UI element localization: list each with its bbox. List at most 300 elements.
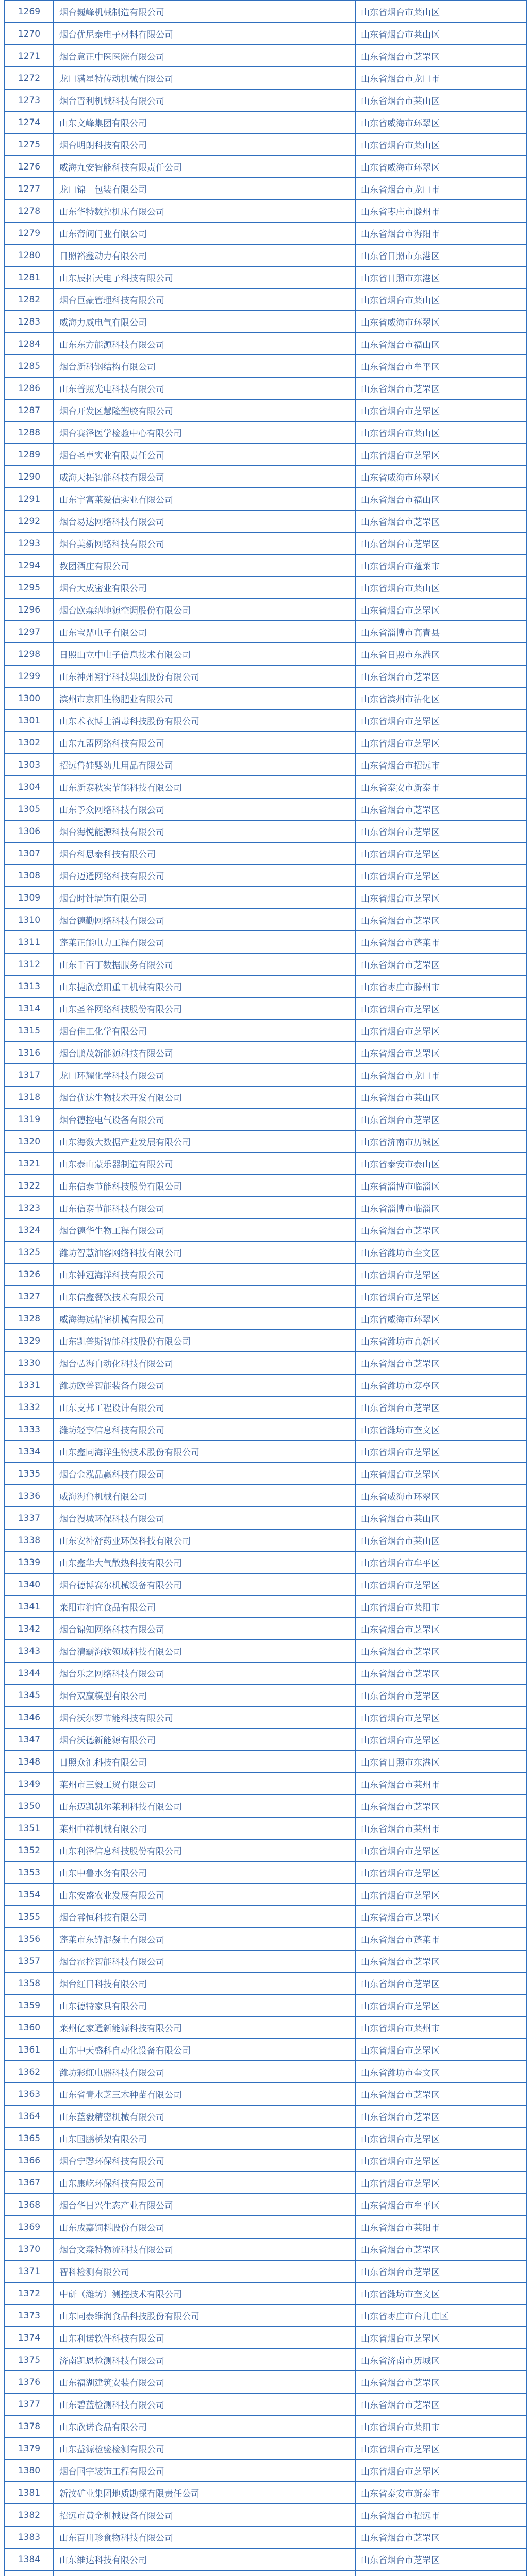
row-number-cell: 1351 (5, 1817, 54, 1839)
row-number-cell: 1274 (5, 111, 54, 133)
table-row (5, 1795, 526, 1817)
region-cell: 山东省烟台市莱山区 (355, 1, 526, 23)
company-name-cell: 烟台巨豪管理科技有限公司 (54, 289, 355, 311)
row-number-cell: 1341 (5, 1596, 54, 1618)
table-row (5, 621, 526, 643)
company-name-cell: 烟台易达网络科技有限公司 (54, 510, 355, 532)
company-name-cell: 烟台华日兴生态产业有限公司 (54, 2194, 355, 2216)
row-number-cell: 1288 (5, 421, 54, 444)
company-name-cell: 山东帝阀门业有限公司 (54, 222, 355, 244)
table-row (5, 1684, 526, 1706)
table-row (5, 2016, 526, 2039)
region-cell: 山东省烟台市芝罘区 (355, 1108, 526, 1130)
row-number-cell: 1309 (5, 887, 54, 909)
row-number-cell: 1331 (5, 1374, 54, 1396)
table-row (5, 2260, 526, 2282)
row-number-cell: 1278 (5, 200, 54, 222)
region-cell: 山东省烟台市莱山区 (355, 23, 526, 45)
company-name-cell: 烟台弘海自动化科技有限公司 (54, 1352, 355, 1374)
table-row (5, 2172, 526, 2194)
table-row (5, 1020, 526, 1042)
region-cell: 山东省日照市东港区 (355, 244, 526, 266)
row-number-cell: 1357 (5, 1950, 54, 1972)
table-row (5, 421, 526, 444)
region-cell: 山东省淄博市临淄区 (355, 1175, 526, 1197)
row-number-cell: 1293 (5, 532, 54, 554)
company-name-cell: 山东东方能源科技有限公司 (54, 333, 355, 355)
row-number-cell: 1343 (5, 1640, 54, 1662)
row-number-cell: 1290 (5, 466, 54, 488)
company-name-cell: 山东安盛农业发展有限公司 (54, 1884, 355, 1906)
row-number-cell: 1360 (5, 2016, 54, 2039)
region-cell: 山东省烟台市芝罘区 (355, 1396, 526, 1418)
company-name-cell: 山东省青水芝三木种苗有限公司 (54, 2083, 355, 2105)
company-name-cell (54, 2570, 355, 2576)
table-row (5, 754, 526, 776)
region-cell: 山东省烟台市龙口市 (355, 178, 526, 200)
company-name-cell: 烟台时针墙饰有限公司 (54, 887, 355, 909)
region-cell: 山东省烟台市芝罘区 (355, 2460, 526, 2482)
region-cell: 山东省济南市历城区 (355, 2349, 526, 2371)
region-cell: 山东省烟台市芝罘区 (355, 2238, 526, 2260)
row-number-cell: 1348 (5, 1751, 54, 1773)
table-row (5, 709, 526, 732)
row-number-cell: 1373 (5, 2304, 54, 2327)
table-row (5, 2149, 526, 2172)
company-name-cell: 日照裕鑫动力有限公司 (54, 244, 355, 266)
company-name-cell: 山东凯普斯智能科技股份有限公司 (54, 1330, 355, 1352)
row-number-cell: 1375 (5, 2349, 54, 2371)
company-name-cell: 山东文峰集团有限公司 (54, 111, 355, 133)
row-number-cell: 1275 (5, 133, 54, 156)
company-name-cell: 烟台文森特物流科技有限公司 (54, 2238, 355, 2260)
row-number-cell: 1317 (5, 1064, 54, 1086)
table-row (5, 931, 526, 953)
row-number-cell: 1286 (5, 377, 54, 399)
region-cell: 山东省烟台市芝罘区 (355, 842, 526, 865)
region-cell: 山东省烟台市芝罘区 (355, 2172, 526, 2194)
row-number-cell: 1379 (5, 2437, 54, 2460)
row-number-cell: 1367 (5, 2172, 54, 2194)
table-row (5, 2083, 526, 2105)
row-number-cell: 1356 (5, 1928, 54, 1950)
row-number-cell: 1342 (5, 1618, 54, 1640)
row-number-cell: 1347 (5, 1728, 54, 1751)
company-name-cell: 威海天拓智能科技有限公司 (54, 466, 355, 488)
table-row (5, 1130, 526, 1153)
company-name-cell: 山东信鑫餐饮技术有限公司 (54, 1285, 355, 1308)
row-number-cell: 1354 (5, 1884, 54, 1906)
company-name-cell: 蓬莱市东锋混凝土有限公司 (54, 1928, 355, 1950)
company-name-cell: 山东成嘉饲料股份有限公司 (54, 2216, 355, 2238)
row-number-cell: 1299 (5, 665, 54, 687)
region-cell: 山东省威海市环翠区 (355, 466, 526, 488)
row-number-cell: 1281 (5, 266, 54, 289)
table-row (5, 200, 526, 222)
region-cell: 山东省烟台市芝罘区 (355, 532, 526, 554)
row-number-cell: 1313 (5, 975, 54, 997)
region-cell: 山东省滨州市沾化区 (355, 687, 526, 709)
row-number-cell: 1277 (5, 178, 54, 200)
company-name-cell: 山东普照光电科技有限公司 (54, 377, 355, 399)
table-row (5, 532, 526, 554)
company-name-cell: 山东鑫华大气散热科技有限公司 (54, 1551, 355, 1573)
region-cell: 山东省烟台市莱州市 (355, 1773, 526, 1795)
table-row (5, 1285, 526, 1308)
company-name-cell: 山东圣谷网络科技股份有限公司 (54, 997, 355, 1020)
table-row (5, 1352, 526, 1374)
company-name-cell: 山东利泽信息科技股份有限公司 (54, 1839, 355, 1861)
region-cell: 山东省烟台市芝罘区 (355, 1440, 526, 1463)
region-cell: 山东省烟台市芝罘区 (355, 2039, 526, 2061)
region-cell: 山东省烟台市芝罘区 (355, 1728, 526, 1751)
row-number-cell: 1335 (5, 1463, 54, 1485)
region-cell: 山东省烟台市芝罘区 (355, 709, 526, 732)
row-number-cell: 1370 (5, 2238, 54, 2260)
company-name-cell: 山东蓝毅精密机械有限公司 (54, 2105, 355, 2127)
table-row (5, 1906, 526, 1928)
row-number-cell: 1280 (5, 244, 54, 266)
table-row (5, 1751, 526, 1773)
company-name-cell: 烟台巍峰机械制造有限公司 (54, 1, 355, 23)
row-number-cell: 1314 (5, 997, 54, 1020)
row-number-cell: 1315 (5, 1020, 54, 1042)
region-cell: 山东省烟台市芝罘区 (355, 444, 526, 466)
region-cell: 山东省枣庄市滕州市 (355, 975, 526, 997)
region-cell: 山东省威海市环翠区 (355, 156, 526, 178)
table-row (5, 2548, 526, 2570)
region-cell: 山东省威海市环翠区 (355, 311, 526, 333)
region-cell: 山东省烟台市芝罘区 (355, 1994, 526, 2016)
region-cell: 山东省烟台市蓬莱市 (355, 554, 526, 577)
row-number-cell: 1305 (5, 798, 54, 820)
table-row (5, 1485, 526, 1507)
company-name-cell: 招远鲁娃婴幼儿用品有限公司 (54, 754, 355, 776)
region-cell: 山东省烟台市海阳市 (355, 222, 526, 244)
table-row (5, 1086, 526, 1108)
region-cell: 山东省泰安市新泰市 (355, 2482, 526, 2504)
company-name-cell: 烟台沃德新能源有限公司 (54, 1728, 355, 1751)
company-name-cell: 烟台宁馨环保科技有限公司 (54, 2149, 355, 2172)
row-number-cell: 1378 (5, 2415, 54, 2437)
company-name-cell: 山东神州翔宇科技集团股份有限公司 (54, 665, 355, 687)
row-number-cell: 1272 (5, 67, 54, 89)
company-name-cell: 威海海远精密机械有限公司 (54, 1308, 355, 1330)
table-row (5, 953, 526, 975)
region-cell: 山东省烟台市芝罘区 (355, 1285, 526, 1308)
region-cell: 山东省烟台市牟平区 (355, 2194, 526, 2216)
company-name-cell: 烟台沃尔罗节能科技有限公司 (54, 1706, 355, 1728)
table-row (5, 887, 526, 909)
table-row (5, 222, 526, 244)
table-row (5, 466, 526, 488)
region-cell: 山东省烟台市莱阳市 (355, 2216, 526, 2238)
company-name-cell: 烟台国宇装饰工程有限公司 (54, 2460, 355, 2482)
table-row (5, 1618, 526, 1640)
row-number-cell: 1327 (5, 1285, 54, 1308)
company-name-cell: 山东中天盛科自动化设备有限公司 (54, 2039, 355, 2061)
company-name-cell: 教团酒庄有限公司 (54, 554, 355, 577)
row-number-cell: 1289 (5, 444, 54, 466)
company-name-cell: 烟台海悦能源科技有限公司 (54, 820, 355, 842)
company-name-cell: 中研（潍坊）测控技术有限公司 (54, 2282, 355, 2304)
row-number-cell: 1376 (5, 2371, 54, 2393)
row-number-cell: 1383 (5, 2526, 54, 2548)
company-name-cell: 烟台乐之网络科技有限公司 (54, 1662, 355, 1684)
region-cell: 山东省日照市东港区 (355, 266, 526, 289)
region-cell: 山东省烟台市牟平区 (355, 1551, 526, 1573)
region-cell: 山东省烟台市芝罘区 (355, 45, 526, 67)
table-row (5, 820, 526, 842)
region-cell: 山东省烟台市莱山区 (355, 1507, 526, 1529)
region-cell: 山东省烟台市芝罘区 (355, 1839, 526, 1861)
table-row (5, 2482, 526, 2504)
region-cell: 山东省泰安市泰山区 (355, 1153, 526, 1175)
table-row (5, 1175, 526, 1197)
table-row (5, 2349, 526, 2371)
row-number-cell: 1355 (5, 1906, 54, 1928)
region-cell: 山东省烟台市芝罘区 (355, 1573, 526, 1596)
table-row (5, 1440, 526, 1463)
region-cell: 山东省潍坊市奎文区 (355, 2282, 526, 2304)
region-cell: 山东省烟台市莱山区 (355, 1086, 526, 1108)
region-cell: 山东省烟台市芝罘区 (355, 510, 526, 532)
company-name-cell: 烟台鹏茂新能源科技有限公司 (54, 1042, 355, 1064)
row-number-cell: 1361 (5, 2039, 54, 2061)
table-row (5, 289, 526, 311)
table-row (5, 1042, 526, 1064)
region-cell: 山东省烟台市芝罘区 (355, 1352, 526, 1374)
region-cell: 山东省烟台市莱州市 (355, 2016, 526, 2039)
table-row (5, 1839, 526, 1861)
row-number-cell: 1312 (5, 953, 54, 975)
table-row (5, 89, 526, 111)
table-row (5, 554, 526, 577)
row-number-cell: 1285 (5, 355, 54, 377)
row-number-cell: 1303 (5, 754, 54, 776)
region-cell: 山东省烟台市芝罘区 (355, 2127, 526, 2149)
region-cell: 山东省烟台市莱州市 (355, 1817, 526, 1839)
table-row (5, 1108, 526, 1130)
region-cell: 山东省威海市环翠区 (355, 1308, 526, 1330)
region-cell: 山东省烟台市龙口市 (355, 1064, 526, 1086)
table-row (5, 1463, 526, 1485)
company-name-cell: 山东辰拓天电子科技有限公司 (54, 266, 355, 289)
table-row (5, 865, 526, 887)
row-number-cell: 1316 (5, 1042, 54, 1064)
table-row (5, 732, 526, 754)
company-name-cell: 山东术衣博士消毒科技股份有限公司 (54, 709, 355, 732)
company-name-cell: 山东百川珍食物科技有限公司 (54, 2526, 355, 2548)
region-cell: 山东省烟台市芝罘区 (355, 887, 526, 909)
company-name-cell: 山东泰山蒙乐器制造有限公司 (54, 1153, 355, 1175)
table-row (5, 2415, 526, 2437)
region-cell: 山东省烟台市芝罘区 (355, 798, 526, 820)
table-row (5, 377, 526, 399)
table-row (5, 1662, 526, 1684)
table-row (5, 2460, 526, 2482)
company-name-cell: 烟台意正中医医院有限公司 (54, 45, 355, 67)
row-number-cell: 1333 (5, 1418, 54, 1440)
company-name-cell: 山东鑫同海洋生物技术股份有限公司 (54, 1440, 355, 1463)
table-row (5, 1197, 526, 1219)
region-cell: 山东省烟台市芝罘区 (355, 1618, 526, 1640)
region-cell: 山东省烟台市芝罘区 (355, 1640, 526, 1662)
region-cell: 山东省烟台市芝罘区 (355, 377, 526, 399)
table-row (5, 687, 526, 709)
table-row (5, 1928, 526, 1950)
region-cell: 山东省烟台市莱阳市 (355, 1596, 526, 1618)
row-number-cell: 1308 (5, 865, 54, 887)
row-number-cell: 1300 (5, 687, 54, 709)
company-name-cell: 日照众汇科技有限公司 (54, 1751, 355, 1773)
row-number-cell: 1352 (5, 1839, 54, 1861)
region-cell: 山东省烟台市莱山区 (355, 89, 526, 111)
row-number-cell: 1291 (5, 488, 54, 510)
table-row (5, 2061, 526, 2083)
row-number-cell: 1273 (5, 89, 54, 111)
row-number-cell: 1340 (5, 1573, 54, 1596)
company-name-cell: 龙口环耀化学科技有限公司 (54, 1064, 355, 1086)
row-number-cell: 1318 (5, 1086, 54, 1108)
row-number-cell: 1321 (5, 1153, 54, 1175)
row-number-cell: 1384 (5, 2548, 54, 2570)
company-name-cell: 烟台锦知网络科技有限公司 (54, 1618, 355, 1640)
row-number-cell: 1344 (5, 1662, 54, 1684)
region-cell: 山东省潍坊市寒亭区 (355, 1374, 526, 1396)
row-number-cell: 1270 (5, 23, 54, 45)
table-row (5, 909, 526, 931)
row-number-cell: 1302 (5, 732, 54, 754)
table-row (5, 1596, 526, 1618)
table-row (5, 2039, 526, 2061)
company-name-cell: 招远市黄金机械设备有限公司 (54, 2504, 355, 2526)
table-row (5, 842, 526, 865)
region-cell: 山东省日照市东港区 (355, 1751, 526, 1773)
row-number-cell: 1283 (5, 311, 54, 333)
row-number-cell: 1330 (5, 1352, 54, 1374)
region-cell: 山东省烟台市芝罘区 (355, 2105, 526, 2127)
row-number-cell: 1358 (5, 1972, 54, 1994)
company-name-cell: 山东予众网络科技有限公司 (54, 798, 355, 820)
table-row (5, 798, 526, 820)
table-row (5, 1817, 526, 1839)
row-number-cell: 1284 (5, 333, 54, 355)
region-cell: 山东省烟台市芝罘区 (355, 1884, 526, 1906)
table-row (5, 2282, 526, 2304)
row-number-cell: 1306 (5, 820, 54, 842)
company-name-cell: 烟台清霸海软领域科技有限公司 (54, 1640, 355, 1662)
table-row (5, 311, 526, 333)
region-cell: 山东省烟台市芝罘区 (355, 909, 526, 931)
row-number-cell: 1365 (5, 2127, 54, 2149)
row-number-cell: 1307 (5, 842, 54, 865)
table-row (5, 1418, 526, 1440)
company-name-cell: 烟台科思泰科技有限公司 (54, 842, 355, 865)
row-number-cell: 1328 (5, 1308, 54, 1330)
company-name-cell: 烟台欧森纳地源空调股份有限公司 (54, 599, 355, 621)
table-row (5, 1, 526, 23)
region-cell: 山东省烟台市芝罘区 (355, 2083, 526, 2105)
table-row (5, 1573, 526, 1596)
table-row (5, 23, 526, 45)
row-number-cell: 1381 (5, 2482, 54, 2504)
company-name-cell: 山东碧蓝检测科技有限公司 (54, 2393, 355, 2415)
company-name-cell: 潍坊欧普智能装备有限公司 (54, 1374, 355, 1396)
table-row (5, 1994, 526, 2016)
company-name-cell: 山东德特家具有限公司 (54, 1994, 355, 2016)
table-row (5, 355, 526, 377)
region-cell: 山东省烟台市芝罘区 (355, 2327, 526, 2349)
company-name-cell: 山东国鹏桥架有限公司 (54, 2127, 355, 2149)
table-row (5, 67, 526, 89)
company-name-cell: 山东捷欣意阳重工机械有限公司 (54, 975, 355, 997)
row-number-cell: 1337 (5, 1507, 54, 1529)
region-cell: 山东省烟台市芝罘区 (355, 820, 526, 842)
company-name-cell: 济南凯恩检测科技有限公司 (54, 2349, 355, 2371)
row-number-cell: 1349 (5, 1773, 54, 1795)
company-name-cell: 潍坊轻享信息科技有限公司 (54, 1418, 355, 1440)
row-number-cell: 1366 (5, 2149, 54, 2172)
region-cell: 山东省烟台市莱阳市 (355, 2415, 526, 2437)
region-cell: 山东省淄博市临淄区 (355, 1197, 526, 1219)
table-row (5, 975, 526, 997)
row-number-cell: 1297 (5, 621, 54, 643)
row-number-cell: 1326 (5, 1263, 54, 1285)
table-row (5, 1529, 526, 1551)
company-name-cell: 烟台双赢模型有限公司 (54, 1684, 355, 1706)
row-number-cell: 1374 (5, 2327, 54, 2349)
row-number-cell: 1338 (5, 1529, 54, 1551)
row-number-cell: 1301 (5, 709, 54, 732)
row-number-cell: 1364 (5, 2105, 54, 2127)
table-row (5, 1263, 526, 1285)
table-row (5, 266, 526, 289)
table-row (5, 399, 526, 421)
region-cell: 山东省烟台市芝罘区 (355, 1219, 526, 1241)
company-name-cell: 潍坊彩虹电器科技有限公司 (54, 2061, 355, 2083)
table-row (5, 776, 526, 798)
row-number-cell: 1269 (5, 1, 54, 23)
company-name-cell: 烟台赛泽医学检验中心有限公司 (54, 421, 355, 444)
company-name-cell: 烟台金泓品赢科技有限公司 (54, 1463, 355, 1485)
region-cell: 山东省烟台市牟平区 (355, 355, 526, 377)
company-name-cell: 山东欣诺食品有限公司 (54, 2415, 355, 2437)
company-name-cell: 山东迈凯凯尔莱利科技有限公司 (54, 1795, 355, 1817)
company-table (4, 0, 527, 2576)
table-row (5, 2371, 526, 2393)
table-row (5, 2570, 526, 2576)
region-cell: 山东省烟台市芝罘区 (355, 1906, 526, 1928)
region-cell: 山东省烟台市龙口市 (355, 67, 526, 89)
row-number-cell: 1325 (5, 1241, 54, 1263)
company-name-cell: 山东宇富莱爱信实业有限公司 (54, 488, 355, 510)
region-cell: 山东省烟台市芝罘区 (355, 953, 526, 975)
region-cell: 山东省潍坊市奎文区 (355, 2061, 526, 2083)
row-number-cell: 1369 (5, 2216, 54, 2238)
table-row (5, 444, 526, 466)
company-name-cell: 威海九安智能科技有限责任公司 (54, 156, 355, 178)
table-row (5, 488, 526, 510)
company-name-cell: 潍坊智慧油客网络科技有限公司 (54, 1241, 355, 1263)
region-cell: 山东省烟台市芝罘区 (355, 1662, 526, 1684)
row-number-cell: 1324 (5, 1219, 54, 1241)
region-cell: 山东省枣庄市台儿庄区 (355, 2304, 526, 2327)
table-row (5, 111, 526, 133)
region-cell: 山东省潍坊市奎文区 (355, 1241, 526, 1263)
region-cell: 山东省烟台市芝罘区 (355, 2371, 526, 2393)
table-row (5, 1507, 526, 1529)
